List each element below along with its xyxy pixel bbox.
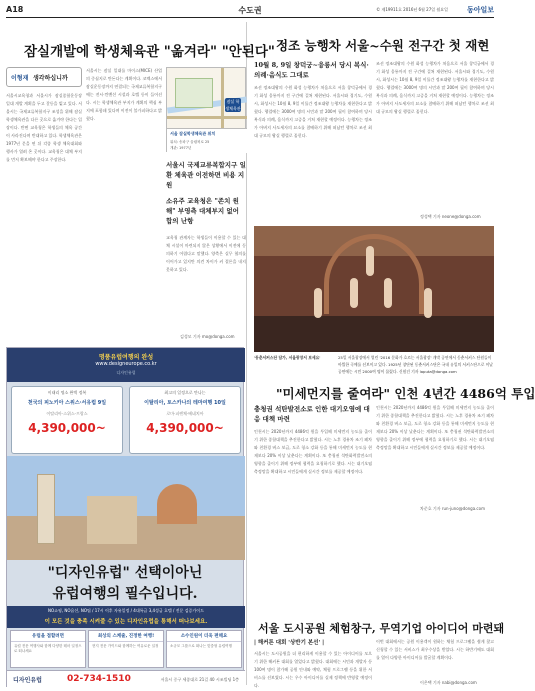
info-heading: 최상의 스케줄, 진정한 여행! (89, 631, 163, 642)
left-article-body-col1: 서울시교육청과 서울시가 잠실종합운동장 일대 개발 계획을 두고 갈등을 빚고 있다. 서울시는 국제교류복합지구 조성을 위해 잠실 학생체육관을 다른 곳으로 옮겨야 한다는 입장이다. 반면 교육청은 학생들의 체육 공간이 사라진다며 반대하고 있다. 학생체육관은 1977년 문을 연 뒤 각종 학생 체육대회와 행사가 열려 온 곳이다. 교육청은 대체 부지를 먼저 확보해야 한다고 주장한다. (6, 93, 82, 162)
right-article-3-body-col1: 서울시는 도시공원을 더 편리하게 이용할 수 있는 아이디어를 모으기 위한 해커톤 대회를 열었다고 밝혔다. 대회에는 시민과 개발자 등 100여 명이 참가해 공원 안내와 예약, 체험 프로그램 등을 위한 서비스를 선보였다. 시는 우수 아이디어를 실제 정책에 반영할 예정이다. (254, 651, 372, 688)
left-article-byline: 김성모 기자 mo@donga.com (180, 334, 235, 339)
page-number: A18 (6, 5, 24, 14)
photo-caption-title: '동춘서커스단 담가, 서울광장서 보세요' (254, 355, 321, 360)
left-article-body-col3: 교육청 관계자는 학생들이 이용할 수 있는 대체 시설이 마련되지 않은 상황에서 이전에 동의하기 어렵다고 말했다. 양측은 실무 협의를 이어가고 있지만 의견 차이가 커 결론을 내지 못하고 있다. (166, 235, 246, 272)
performer-figure (384, 278, 392, 308)
right-article-2-body-col2: 인천시는 2020년까지 4486억 원을 투입해 미세먼지 농도를 줄이기 위한 종합대책을 추진한다고 밝혔다. 시는 노후 경유차 조기 폐차와 친환경 버스 보급, 도로 청소 강화 등을 통해 미세먼지 농도를 현재보다 20% 이상 낮춘다는 계획이다. 또 충청권 석탄화력발전소의 영향을 줄이기 위해 정부에 협력을 요청하기로 했다. 시는 대기오염 측정망을 확대하고 시민들에게 실시간 정보를 제공할 예정이다. (376, 405, 494, 450)
ad-features: NO쇼핑, NO옵션, NO팁 / 17시 이후 자유일정 / 4대특급 3,4성급 호텔 / 전문 검증가이드 (48, 608, 204, 613)
map-road (167, 116, 247, 119)
ad-slogan-line-2: 유럽여행의 필수입니다. (52, 586, 198, 602)
info-body: 소규모 그룹으로 떠나는 맞춤형 유럽여행 (170, 644, 232, 648)
right-article-1-byline: 정성택 기자 neone@donga.com (420, 214, 481, 219)
promo-price: 4,390,000~ (146, 421, 224, 435)
series-label: 이형재 (11, 75, 29, 82)
performer-figure (350, 278, 358, 308)
ad-info-box (10, 630, 86, 668)
right-article-1-subhead: 10월 8, 9일 창덕궁~융릉서 당시 복식·의례·음식도 그대로 (254, 61, 369, 79)
map-area (175, 78, 213, 108)
right-article-1-body-col2: 조선 정조대왕의 수원 화성 능행차가 처음으로 서울 창덕궁에서 경기 화성 융릉까지 전 구간에 걸쳐 재현된다. 서울시와 경기도, 수원시, 화성시는 10월 8, 9일 이틀간 정조대왕 능행차를 재현한다고 밝혔다. 행렬에는 3000여 명의 시민과 말 200여 필이 참여하며 당시 복식과 의례, 음식까지 고증을 거쳐 재현할 예정이다. 능행차는 정조가 아버지 사도세자의 묘소를 참배하기 위해 떠났던 행차로 조선 최대 규모의 왕실 행렬로 꼽힌다. (376, 61, 494, 114)
location-map (166, 67, 246, 152)
performer-figure (314, 288, 322, 318)
info-body: 유럽 전문 여행사와 함께 다양한 테마 일정으로 떠나세요 (14, 644, 82, 653)
series-badge (6, 67, 82, 87)
info-heading: 소수인원이 더욱 편해요 (167, 631, 241, 642)
right-article-2-headline: "미세먼지를 줄여라" 인천 4년간 4486억 투입 (276, 386, 535, 401)
pull-quote-1: 서울시 국제교류복합지구 일환 체육관 이전하면 비용 지원 (166, 161, 246, 189)
circus-photo (254, 226, 494, 352)
ad-promo-card (11, 386, 123, 454)
map-info-row: 위치: 송파구 올림픽로 25 (170, 140, 210, 144)
ad-callout: 이 모든 것을 충족 시켜줄 수 있는 디자인유럽을 통해서 떠나보세요. (44, 619, 208, 625)
left-article-body-col2: 서울시는 잠실 일대를 마이스(MICE) 산업의 중심지로 만든다는 계획이다. 코엑스에서 잠실운동장까지 연결되는 국제교류복합지구에는 전시·컨벤션 시설과 호텔 등이 들어선다. 시는 학생체육관 부지가 계획의 핵심 부지에 포함돼 있다며 이전이 불가피하다고 밝혔다. (86, 68, 162, 121)
ad-info-box (166, 630, 242, 668)
promo-title: 이탈리아, 토스카나의 테마여행 10일 (144, 400, 226, 406)
ad-address: 서울시 중구 세종대로 21길 40 시조빌딩 1층 (160, 677, 239, 682)
map-pin: 잠실 학생체육관 (225, 99, 241, 111)
leaning-tower (37, 474, 55, 544)
ad-europe-photo (7, 456, 245, 560)
ad-feature-bar (7, 606, 245, 628)
ad-slogan-line-1: "디자인유럽" 선택이아닌 (47, 565, 203, 581)
map-info-row: 개관: 1977년 (170, 146, 192, 150)
ad-url: www.designeurope.co.kr (95, 361, 157, 367)
ad-promo-card (129, 386, 241, 454)
newspaper-logo: 동아일보 (466, 6, 494, 14)
map-road (221, 68, 224, 128)
photo-dome (157, 484, 197, 524)
ad-top-banner (7, 348, 245, 382)
promo-sub: 최고의 일정으로 만나는 (164, 390, 206, 395)
right-article-3-headline: 서울 도시공원 체험창구, 무역기업 아이디어 마련돼 (258, 622, 505, 635)
right-article-2-body-col1: 인천시는 2020년까지 4486억 원을 투입해 미세먼지 농도를 줄이기 위한 종합대책을 추진한다고 밝혔다. 시는 노후 경유차 조기 폐차와 친환경 버스 보급, 도로 청소 강화 등을 통해 미세먼지 농도를 현재보다 20% 이상 낮춘다는 계획이다. 또 충청권 석탄화력발전소의 영향을 줄이기 위해 정부에 협력을 요청하기로 했다. 시는 대기오염 측정망을 확대하고 시민들에게 실시간 정보를 제공할 예정이다. (254, 429, 372, 474)
promo-route: 이탈리아·스위스·프랑스 (46, 411, 88, 416)
left-article-headline: 잠실개발에 학생체육관 "옮겨라" "안된다" (24, 44, 275, 60)
ad-phone-number: 02-734-1510 (67, 674, 131, 684)
ad-footer (7, 670, 245, 688)
right-article-1-headline: 정조 능행차 서울~수원 전구간 첫 재현 (276, 38, 490, 53)
promo-title: 천국의 피노키아 스위스·서유럽 9일 (27, 400, 107, 406)
right-article-2-byline: 차준호 기자 run-juno@donga.com (420, 506, 485, 511)
right-article-2-subhead: 충청권 석탄발전소로 인한 대기오염에 대응 대책 마련 (254, 405, 370, 423)
pull-quote-2: 소유주 교육청은 "존치 원해" 부영측 대체부지 없어 합의 난항 (166, 197, 239, 225)
section-title: 수도권 (238, 6, 262, 15)
ad-footer-logo: 디자인유럽 (13, 677, 42, 684)
info-body: 현지 전문 가이드와 함께하는 여유로운 일정 (92, 644, 159, 648)
page-header (6, 4, 494, 18)
travel-advertisement (6, 347, 244, 687)
performer-figure (366, 246, 374, 276)
performer-figure (424, 288, 432, 318)
promo-sub: 이태리 명소 완벽 정복 (47, 390, 87, 395)
promo-price: 4,390,000~ (28, 421, 106, 435)
stage-floor (254, 316, 494, 352)
promo-route: 로마·피렌체·베네치아 (166, 411, 204, 416)
right-article-3-byline: 이은택 기자 nabi@donga.com (420, 680, 477, 685)
column-divider (246, 22, 247, 685)
map-info-table (167, 128, 247, 153)
series-title: 생각하십니까 (33, 75, 68, 82)
photo-building (87, 496, 137, 544)
right-article-1-body-col1: 조선 정조대왕의 수원 화성 능행차가 처음으로 서울 창덕궁에서 경기 화성 융릉까지 전 구간에 걸쳐 재현된다. 서울시와 경기도, 수원시, 화성시는 10월 8, 9일 이틀간 정조대왕 능행차를 재현한다고 밝혔다. 행렬에는 3000여 명의 시민과 말 200여 필이 참여하며 당시 복식과 의례, 음식까지 고증을 거쳐 재현할 예정이다. 능행차는 정조가 아버지 사도세자의 묘소를 참배하기 위해 떠났던 행차로 조선 최대 규모의 왕실 행렬로 꼽힌다. (254, 85, 372, 138)
date-line: © 제19911호 2016년 6월 27일 월요일 (376, 7, 448, 12)
ad-info-box (88, 630, 164, 668)
right-article-3-subhead: | 해커톤 대회 '상반기 본선' | (254, 640, 325, 646)
photo-caption-body: 25일 서울광장에서 열린 '2016 문화가 흐르는 서울광장' 개막 공연에서 동춘서커스 단원들이 아찔한 곡예를 선보이고 있다. 1925년 창단된 동춘서커스단은 국내 유일의 서커스단으로 이날 공연에는 시민 2000여 명이 몰렸다. 신원건 기자 laputa@donga.com (338, 355, 493, 374)
map-title: 서울 잠실학생체육관 위치 (170, 131, 216, 136)
info-heading: 유럽을 접할려면 (11, 631, 85, 642)
right-article-3-body-col2: 이번 대회에서는 공원 이용객이 원하는 체험 프로그램을 쉽게 찾고 신청할 수 있는 서비스가 최우수상을 받았다. 시는 하반기에도 대회를 열어 다양한 아이디어를 발굴할 계획이다. (376, 639, 494, 660)
ad-brand: 디자인유럽 (116, 370, 136, 375)
ad-tagline: 명품유럽여행의 완성 (98, 354, 154, 361)
